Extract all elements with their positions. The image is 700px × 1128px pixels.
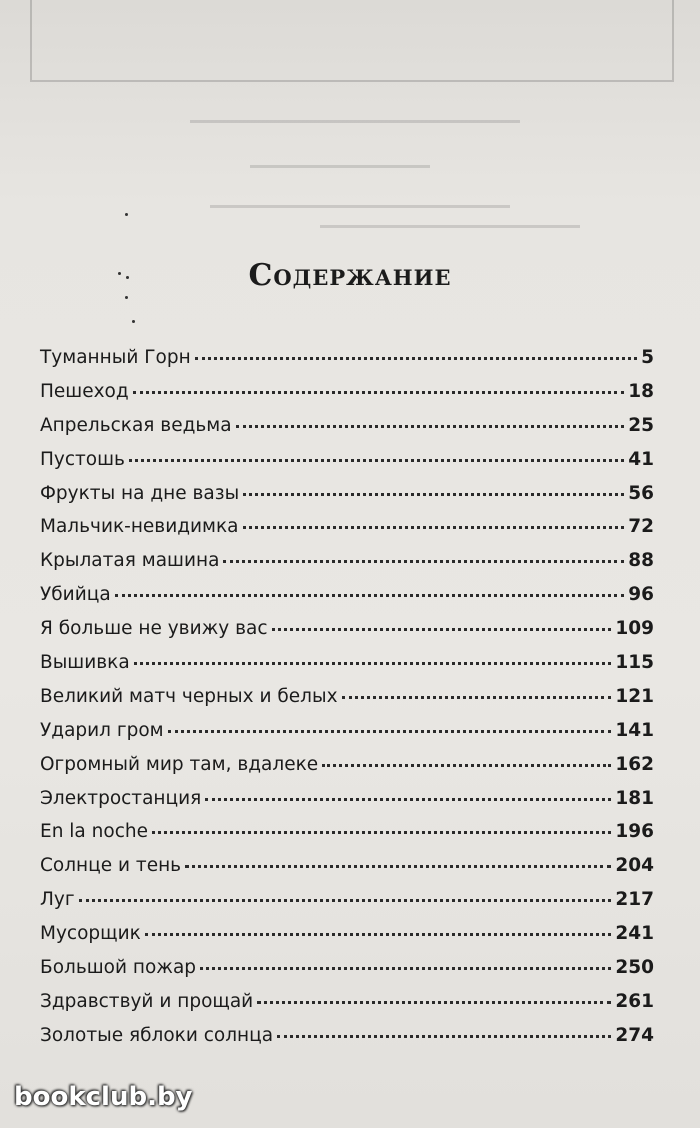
bleed-through-line (250, 165, 430, 168)
toc-entry-page: 204 (615, 855, 654, 877)
toc-entry-page: 121 (615, 685, 654, 707)
toc-entry-page: 241 (615, 923, 654, 945)
toc-entry-title: Здравствуй и прощай (40, 990, 254, 1012)
dot-leader (185, 864, 611, 868)
toc-entry (40, 381, 654, 415)
toc-entry-page: 217 (615, 889, 654, 911)
dot-leader (257, 1000, 611, 1004)
toc-entry-page: 261 (615, 990, 654, 1012)
toc-entry-page: 181 (615, 787, 654, 809)
toc-entry-page: 196 (615, 821, 654, 843)
toc-entry (40, 1025, 654, 1059)
toc-entry-page: 96 (628, 584, 654, 606)
toc-entry (40, 821, 654, 855)
toc-entry (40, 483, 654, 517)
toc-entry-title: Мальчик-невидимка (40, 516, 239, 538)
dot-leader (134, 661, 612, 665)
dot-leader (243, 492, 624, 496)
speck (132, 320, 135, 323)
toc-entry-page: 72 (628, 516, 654, 538)
bleed-through-line (190, 120, 520, 123)
toc-entry-title: Ударил гром (40, 719, 164, 741)
bleed-through-line (210, 205, 510, 208)
toc-entry-page: 88 (628, 550, 654, 572)
toc-entry-title: Мусорщик (40, 923, 141, 945)
toc-entry-title: Великий матч черных и белых (40, 685, 338, 707)
toc-entry (40, 686, 654, 720)
dot-leader (342, 695, 612, 699)
toc-entry-title: Солнце и тень (40, 855, 182, 877)
toc-entry (40, 923, 654, 957)
toc-entry (40, 550, 654, 584)
toc-entry-title: Большой пожар (40, 957, 197, 979)
toc-entry-page: 56 (628, 482, 654, 504)
dot-leader (322, 763, 611, 767)
toc-entry (40, 652, 654, 686)
toc-entry-title: Вышивка (40, 652, 130, 674)
toc-entry-title: Пешеход (40, 380, 129, 402)
watermark: bookclub.by (14, 1082, 193, 1112)
table-of-contents (40, 347, 654, 1059)
dot-leader (272, 627, 612, 631)
bleed-through-frame (30, 0, 674, 82)
toc-entry (40, 788, 654, 822)
dot-leader (200, 966, 611, 970)
toc-entry-title: Фрукты на дне вазы (40, 482, 240, 504)
toc-entry-title: Электростанция (40, 787, 202, 809)
toc-entry (40, 720, 654, 754)
toc-entry-title: Туманный Горн (40, 347, 191, 368)
speck (125, 296, 128, 299)
dot-leader (79, 898, 612, 902)
dot-leader (236, 424, 625, 428)
dot-leader (133, 390, 625, 394)
dot-leader (277, 1034, 611, 1038)
dot-leader (115, 593, 625, 597)
toc-entry-page: 5 (641, 347, 654, 368)
toc-entry-title: Золотые яблоки солнца (40, 1024, 274, 1046)
toc-entry-page: 141 (615, 719, 654, 741)
page-title: Содержание (248, 258, 452, 293)
toc-entry (40, 957, 654, 991)
toc-entry-page: 41 (628, 448, 654, 470)
dot-leader (195, 356, 637, 360)
toc-entry-title: Крылатая машина (40, 550, 220, 572)
dot-leader (168, 729, 612, 733)
toc-entry-title: Апрельская ведьма (40, 414, 232, 436)
toc-entry-title: Огромный мир там, вдалеке (40, 753, 319, 775)
toc-entry-title: Пустошь (40, 448, 125, 470)
toc-entry (40, 449, 654, 483)
toc-entry (40, 516, 654, 550)
dot-leader (152, 830, 611, 834)
toc-entry (40, 889, 654, 923)
toc-entry (40, 754, 654, 788)
dot-leader (205, 797, 611, 801)
toc-entry-title: En la noche (40, 821, 148, 843)
toc-entry-page: 162 (615, 753, 654, 775)
toc-entry-page: 109 (615, 618, 654, 640)
toc-entry (40, 584, 654, 618)
toc-entry-page: 274 (615, 1024, 654, 1046)
dot-leader (243, 525, 625, 529)
toc-entry-title: Луг (40, 889, 75, 911)
toc-entry (40, 415, 654, 449)
toc-entry-page: 25 (628, 414, 654, 436)
toc-entry (40, 618, 654, 652)
dot-leader (145, 932, 612, 936)
toc-entry-page: 18 (628, 380, 654, 402)
dot-leader (129, 458, 624, 462)
toc-entry (40, 991, 654, 1025)
dot-leader (223, 559, 624, 563)
toc-entry-title: Я больше не увижу вас (40, 618, 268, 640)
toc-entry-page: 115 (615, 652, 654, 674)
toc-entry (40, 855, 654, 889)
speck (125, 213, 128, 216)
toc-entry-title: Убийца (40, 584, 111, 606)
toc-entry-page: 250 (615, 957, 654, 979)
bleed-through-line (320, 225, 580, 228)
toc-entry (40, 347, 654, 381)
